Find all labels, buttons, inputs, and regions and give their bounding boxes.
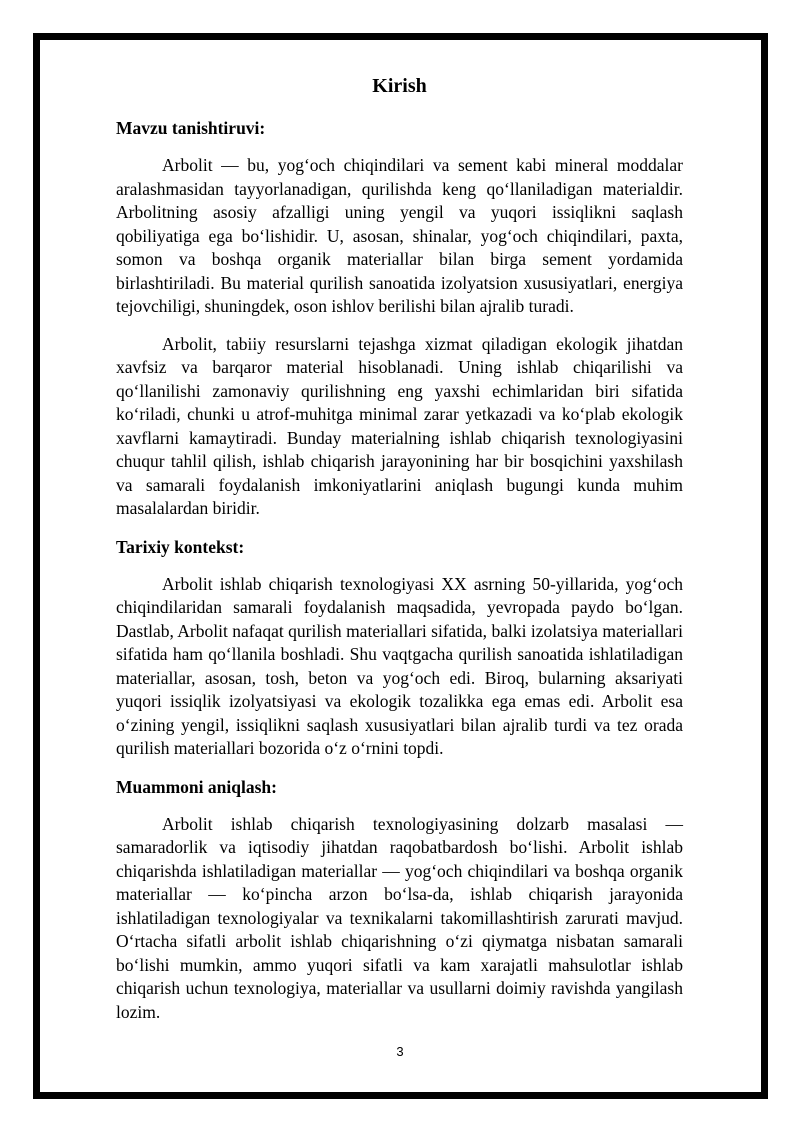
section-heading: Mavzu tanishtiruvi:	[116, 118, 266, 138]
page-number: 3	[396, 1044, 404, 1059]
paragraph: Arbolit ishlab chiqarish texnologiyasining dolzarb masalasi — samaradorlik va iqtisodiy jihatdan raqobatbardosh bo‘lishi. Arbolit ishlab chiqarishda ishlatiladigan materiallar — yog‘och chiqindilari va boshqa organik materiallar — ko‘pincha arzon bo‘lsa-da, ishlab chiqarish jarayonida ishlatiladigan texnologiyalar va texnikalarni takomillashtirish zarurati mavjud. O‘rtacha sifatli arbolit ishlab chiqarishning o‘zi qiymatga nisbatan samarali bo‘lishi mumkin, ammo yuqori sifatli va kam xarajatli mahsulotlar ishlab chiqarish uchun texnologiya, materiallar va usullarni doimiy ravishda yangilash lozim.	[116, 813, 683, 1022]
paragraph: Arbolit ishlab chiqarish texnologiyasi XX asrning 50-yillarida, yog‘och chiqindilaridan samarali foydalanish maqsadida, yevropada paydo bo‘lgan. Dastlab, Arbolit nafaqat qurilish materiallari sifatida, balki izolatsiya materiallari sifatida ham qo‘llanila boshladi. Shu vaqtgacha qurilish sanoatida ishlatiladigan materiallar, asosan, tosh, beton va yog‘och edi. Biroq, bularning aksariyati yuqori issiqlik izolyatsiyasi va ekologik tozalikka ega emas edi. Arbolit esa o‘zining yengil, issiqlikni saqlash xususiyatlari bilan ajralib turdi va tez orada qurilish materiallari bozorida o‘z o‘rnini topdi.	[116, 573, 683, 758]
section-topic-introduction	[116, 116, 683, 521]
page-title: Kirish	[372, 75, 427, 97]
section-heading: Tarixiy kontekst:	[116, 536, 245, 557]
paragraph: Arbolit — bu, yog‘och chiqindilari va sement kabi mineral moddalar aralashmasidan tayyorlanadigan, qurilishda keng qo‘llaniladigan materialdir. Arbolitning asosiy afzalligi uning yengil va yuqori issiqlikni saqlash qobiliyatiga ega bo‘lishidir. U, asosan, shinalar, yog‘och chiqindilari, paxta, somon va boshqa organik materiallar bilan birga sement yordamida birlashtiriladi. Bu material qurilish sanoatida izolyatsion xususiyatlari, energiya tejovchiligi, shuningdek, oson ishlov berilishi bilan ajralib turadi.	[116, 155, 683, 316]
section-historical-context	[116, 535, 683, 761]
paragraph: Arbolit, tabiiy resurslarni tejashga xizmat qiladigan ekologik jihatdan xavfsiz va barqaror material hisoblanadi. Uning ishlab chiqarilishi va qo‘llanilishi zamonaviy qurilishning eng yaxshi echimlaridan biri sifatida ko‘riladi, chunki u atrof-muhitga minimal zarar yetkazadi va ko‘plab ekologik xavflarni kamaytiradi. Bunday materialning ishlab chiqarish texnologiyasini chuqur tahlil qilish, ishlab chiqarish jarayonining har bir bosqichini yaxshilash va samarali foydalanish imkoniyatlarini aniqlash bugungi kunda muhim masalalardan biridir.	[116, 333, 683, 518]
section-problem-definition	[116, 775, 683, 1025]
section-heading: Muammoni aniqlash:	[116, 776, 277, 797]
document-body	[116, 72, 683, 1038]
